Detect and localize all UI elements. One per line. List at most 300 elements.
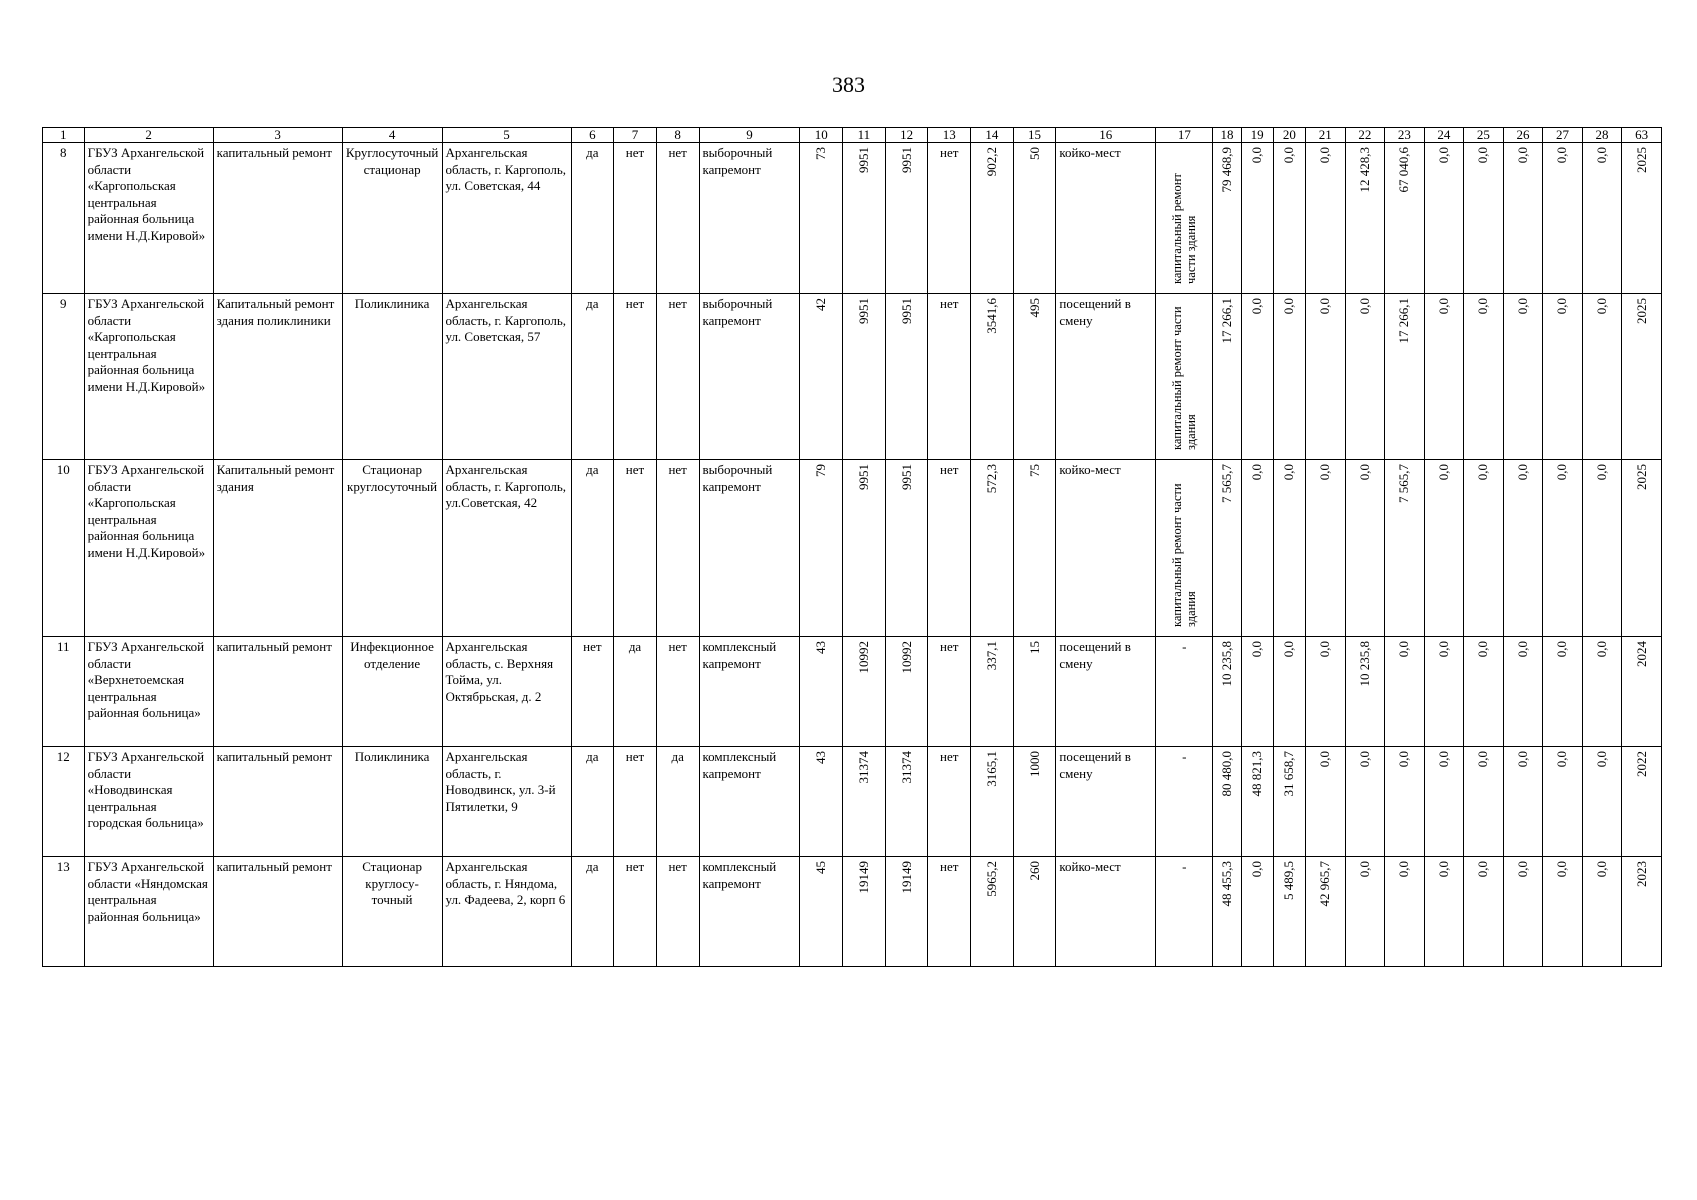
cell-col-19	[1241, 637, 1273, 747]
cell-col-10	[800, 747, 843, 857]
cell-col-3: капитальный ремонт	[213, 637, 342, 747]
page-number: 383	[832, 72, 865, 97]
vertical-value: 10992	[898, 641, 914, 674]
cell-col-19	[1241, 460, 1273, 637]
cell-col-22	[1345, 460, 1385, 637]
cell-col-2: ГБУЗ Архангельской области «Верхнетоемская центральная районная больница»	[84, 637, 213, 747]
vertical-value: 0,0	[1435, 147, 1451, 164]
cell-col-20	[1273, 143, 1305, 294]
vertical-value: 0,0	[1249, 298, 1265, 315]
vertical-value: 1000	[1026, 751, 1042, 777]
cell-col-16: посещений в смену	[1056, 294, 1156, 460]
column-header-63: 63	[1622, 128, 1662, 143]
cell-col-8: нет	[656, 460, 699, 637]
vertical-value: 3165,1	[983, 751, 999, 787]
vertical-value: 0,0	[1475, 751, 1491, 768]
vertical-value: 0,0	[1249, 861, 1265, 878]
cell-col-1: 10	[43, 460, 85, 637]
cell-col-24	[1424, 143, 1464, 294]
vertical-value: 0,0	[1554, 861, 1570, 878]
cell-col-5: Архангельская область, г. Новодвинск, ул. 3-й Пятилетки, 9	[442, 747, 571, 857]
cell-col-21	[1306, 143, 1346, 294]
cell-col-8: нет	[656, 637, 699, 747]
vertical-value: 0,0	[1514, 147, 1530, 164]
vertical-value: 0,0	[1554, 464, 1570, 481]
vertical-value: 0,0	[1317, 147, 1333, 164]
cell-col-2: ГБУЗ Архангельской области «Каргопольская центральная районная больница имени Н.Д.Кировой»	[84, 143, 213, 294]
column-header-13: 13	[928, 128, 971, 143]
cell-col-10	[800, 637, 843, 747]
cell-col-7: нет	[614, 460, 657, 637]
dash-value: -	[1182, 749, 1187, 764]
column-header-5: 5	[442, 128, 571, 143]
vertical-value: 260	[1026, 861, 1042, 881]
table-row	[43, 460, 1662, 637]
cell-col-27	[1543, 637, 1583, 747]
cell-col-11	[843, 857, 886, 967]
cell-col-16: койко-мест	[1056, 143, 1156, 294]
cell-col-18	[1213, 857, 1241, 967]
cell-col-21	[1306, 747, 1346, 857]
table-row	[43, 294, 1662, 460]
cell-col-1: 13	[43, 857, 85, 967]
vertical-value: 0,0	[1475, 641, 1491, 658]
vertical-value: 75	[1026, 464, 1042, 477]
vertical-value: 0,0	[1281, 147, 1297, 164]
cell-col-22	[1345, 143, 1385, 294]
vertical-value: 19149	[855, 861, 871, 894]
cell-col-27	[1543, 747, 1583, 857]
column-header-19: 19	[1241, 128, 1273, 143]
cell-col-22	[1345, 637, 1385, 747]
column-header-18: 18	[1213, 128, 1241, 143]
vertical-value: 7 565,7	[1396, 464, 1412, 503]
cell-col-9: комплексный капремонт	[699, 857, 800, 967]
cell-col-10	[800, 460, 843, 637]
cell-col-4: Круглосуточный стационар	[342, 143, 442, 294]
cell-col-9: комплексный капремонт	[699, 747, 800, 857]
vertical-value: 9951	[855, 464, 871, 490]
vertical-value: 0,0	[1554, 751, 1570, 768]
cell-col-20	[1273, 294, 1305, 460]
vertical-value: 9951	[898, 464, 914, 490]
vertical-value: 9951	[898, 147, 914, 173]
cell-col-12	[885, 637, 928, 747]
cell-col-63	[1622, 857, 1662, 967]
cell-col-26	[1503, 143, 1543, 294]
cell-col-3: капитальный ремонт	[213, 143, 342, 294]
cell-col-9: комплексный капремонт	[699, 637, 800, 747]
cell-col-24	[1424, 460, 1464, 637]
vertical-value: 0,0	[1594, 751, 1610, 768]
column-header-11: 11	[843, 128, 886, 143]
cell-col-7: нет	[614, 747, 657, 857]
cell-col-27	[1543, 857, 1583, 967]
cell-col-5: Архангельская область, г. Каргополь, ул. Советская, 44	[442, 143, 571, 294]
column-header-14: 14	[971, 128, 1014, 143]
cell-col-15	[1013, 857, 1056, 967]
vertical-value: 3541,6	[983, 298, 999, 334]
vertical-value: 0,0	[1435, 751, 1451, 768]
cell-col-3: капитальный ремонт	[213, 747, 342, 857]
column-header-6: 6	[571, 128, 614, 143]
cell-col-8: нет	[656, 294, 699, 460]
cell-col-15	[1013, 294, 1056, 460]
vertical-value: 2024	[1633, 641, 1649, 667]
vertical-value: 0,0	[1281, 298, 1297, 315]
vertical-value: 48 821,3	[1249, 751, 1265, 797]
cell-col-9: выборочный капремонт	[699, 460, 800, 637]
cell-col-20	[1273, 460, 1305, 637]
vertical-value: 31374	[855, 751, 871, 784]
cell-col-5: Архангельская область, г. Каргополь, ул. Советская, 57	[442, 294, 571, 460]
cell-col-26	[1503, 857, 1543, 967]
vertical-value: 0,0	[1475, 464, 1491, 481]
cell-col-1: 8	[43, 143, 85, 294]
cell-col-13: нет	[928, 857, 971, 967]
vertical-value: 0,0	[1594, 147, 1610, 164]
cell-col-25	[1464, 143, 1504, 294]
column-header-25: 25	[1464, 128, 1504, 143]
cell-col-27	[1543, 460, 1583, 637]
vertical-value: 9951	[855, 298, 871, 324]
cell-col-3: Капитальный ремонт здания поликлиники	[213, 294, 342, 460]
vertical-value: 45	[813, 861, 829, 874]
vertical-value: 2025	[1633, 298, 1649, 324]
cell-col-4: Поликлиника	[342, 747, 442, 857]
cell-col-7: да	[614, 637, 657, 747]
cell-col-8: да	[656, 747, 699, 857]
cell-col-17	[1156, 294, 1213, 460]
cell-col-24	[1424, 857, 1464, 967]
vertical-value: 0,0	[1594, 464, 1610, 481]
column-header-17: 17	[1156, 128, 1213, 143]
cell-col-20	[1273, 857, 1305, 967]
vertical-value: 0,0	[1554, 641, 1570, 658]
cell-col-2: ГБУЗ Архангельской области «Каргопольская центральная районная больница имени Н.Д.Кировой»	[84, 294, 213, 460]
cell-col-4: Поликлиника	[342, 294, 442, 460]
dash-value: -	[1182, 639, 1187, 654]
cell-col-27	[1543, 294, 1583, 460]
cell-col-18	[1213, 143, 1241, 294]
column-header-12: 12	[885, 128, 928, 143]
column-header-22: 22	[1345, 128, 1385, 143]
cell-col-23	[1385, 637, 1425, 747]
column-header-4: 4	[342, 128, 442, 143]
cell-col-24	[1424, 294, 1464, 460]
cell-col-12	[885, 294, 928, 460]
cell-col-63	[1622, 460, 1662, 637]
vertical-value: 0,0	[1396, 641, 1412, 658]
cell-col-1: 11	[43, 637, 85, 747]
vertical-value: 10 235,8	[1218, 641, 1234, 687]
cell-col-13: нет	[928, 637, 971, 747]
vertical-value: 10992	[855, 641, 871, 674]
cell-col-2: ГБУЗ Архангельской области «Новодвинская центральная городская больница»	[84, 747, 213, 857]
vertical-value: 0,0	[1356, 298, 1372, 315]
vertical-value: 0,0	[1594, 861, 1610, 878]
cell-col-22	[1345, 747, 1385, 857]
column-header-1: 1	[43, 128, 85, 143]
vertical-value: 0,0	[1435, 641, 1451, 658]
cell-col-6: нет	[571, 637, 614, 747]
vertical-value: 2023	[1633, 861, 1649, 887]
cell-col-16: койко-мест	[1056, 857, 1156, 967]
cell-col-19	[1241, 857, 1273, 967]
cell-col-19	[1241, 747, 1273, 857]
vertical-value: 0,0	[1475, 861, 1491, 878]
cell-col-23	[1385, 747, 1425, 857]
cell-col-26	[1503, 637, 1543, 747]
cell-col-13: нет	[928, 460, 971, 637]
vertical-value: 7 565,7	[1218, 464, 1234, 503]
cell-col-18	[1213, 460, 1241, 637]
cell-col-7: нет	[614, 294, 657, 460]
vertical-value: 12 428,3	[1356, 147, 1372, 193]
vertical-value: 0,0	[1356, 861, 1372, 878]
dash-value: -	[1182, 859, 1187, 874]
cell-col-19	[1241, 143, 1273, 294]
column-header-9: 9	[699, 128, 800, 143]
table-row	[43, 857, 1662, 967]
column-header-8: 8	[656, 128, 699, 143]
column-header-27: 27	[1543, 128, 1583, 143]
cell-col-22	[1345, 857, 1385, 967]
cell-col-23	[1385, 294, 1425, 460]
cell-col-6: да	[571, 294, 614, 460]
cell-col-17	[1156, 143, 1213, 294]
vertical-value: 10 235,8	[1356, 641, 1372, 687]
cell-col-26	[1503, 294, 1543, 460]
column-header-7: 7	[614, 128, 657, 143]
vertical-value: 0,0	[1554, 147, 1570, 164]
column-header-2: 2	[84, 128, 213, 143]
cell-col-5: Архангельская область, г. Няндома, ул. Фадеева, 2, корп 6	[442, 857, 571, 967]
vertical-value: 337,1	[983, 641, 999, 671]
column-header-3: 3	[213, 128, 342, 143]
cell-col-13: нет	[928, 747, 971, 857]
vertical-value: 495	[1026, 298, 1042, 318]
cell-col-6: да	[571, 460, 614, 637]
column-header-26: 26	[1503, 128, 1543, 143]
cell-col-10	[800, 143, 843, 294]
cell-col-18	[1213, 294, 1241, 460]
cell-col-15	[1013, 143, 1056, 294]
repair-type-vertical: капитальный ремонт части здания	[1170, 306, 1199, 450]
cell-col-23	[1385, 143, 1425, 294]
cell-col-11	[843, 637, 886, 747]
vertical-value: 0,0	[1514, 298, 1530, 315]
cell-col-23	[1385, 460, 1425, 637]
cell-col-11	[843, 460, 886, 637]
cell-col-20	[1273, 637, 1305, 747]
cell-col-22	[1345, 294, 1385, 460]
cell-col-10	[800, 857, 843, 967]
cell-col-25	[1464, 747, 1504, 857]
cell-col-11	[843, 294, 886, 460]
column-header-16: 16	[1056, 128, 1156, 143]
cell-col-8: нет	[656, 143, 699, 294]
table-row	[43, 747, 1662, 857]
cell-col-17	[1156, 460, 1213, 637]
cell-col-7: нет	[614, 143, 657, 294]
cell-col-28	[1582, 857, 1622, 967]
vertical-value: 2025	[1633, 147, 1649, 173]
cell-col-24	[1424, 747, 1464, 857]
cell-col-25	[1464, 294, 1504, 460]
cell-col-26	[1503, 747, 1543, 857]
cell-col-19	[1241, 294, 1273, 460]
cell-col-63	[1622, 143, 1662, 294]
table-row	[43, 637, 1662, 747]
vertical-value: 79 468,9	[1218, 147, 1234, 193]
cell-col-14	[971, 294, 1014, 460]
table-body	[43, 143, 1662, 967]
data-table	[42, 127, 1662, 967]
vertical-value: 15	[1026, 641, 1042, 654]
cell-col-28	[1582, 637, 1622, 747]
cell-col-1: 9	[43, 294, 85, 460]
cell-col-9: выборочный капремонт	[699, 294, 800, 460]
vertical-value: 50	[1026, 147, 1042, 160]
cell-col-3: Капитальный ремонт здания	[213, 460, 342, 637]
vertical-value: 0,0	[1396, 751, 1412, 768]
cell-col-63	[1622, 637, 1662, 747]
cell-col-28	[1582, 294, 1622, 460]
vertical-value: 5 489,5	[1281, 861, 1297, 900]
column-header-20: 20	[1273, 128, 1305, 143]
cell-col-10	[800, 294, 843, 460]
vertical-value: 17 266,1	[1396, 298, 1412, 344]
vertical-value: 0,0	[1594, 641, 1610, 658]
cell-col-2: ГБУЗ Архангельской области «Няндомская центральная районная больница»	[84, 857, 213, 967]
vertical-value: 0,0	[1249, 147, 1265, 164]
vertical-value: 0,0	[1475, 147, 1491, 164]
cell-col-28	[1582, 143, 1622, 294]
column-header-10: 10	[800, 128, 843, 143]
column-header-21: 21	[1306, 128, 1346, 143]
column-header-24: 24	[1424, 128, 1464, 143]
cell-col-11	[843, 143, 886, 294]
vertical-value: 79	[813, 464, 829, 477]
cell-col-5: Архангельская область, с. Верхняя Тойма, ул. Октябрьская, д. 2	[442, 637, 571, 747]
vertical-value: 902,2	[983, 147, 999, 177]
vertical-value: 48 455,3	[1218, 861, 1234, 907]
repair-type-vertical: капитальный ремонт части здания	[1170, 483, 1199, 627]
cell-col-18	[1213, 747, 1241, 857]
vertical-value: 0,0	[1356, 751, 1372, 768]
cell-col-63	[1622, 747, 1662, 857]
cell-col-25	[1464, 857, 1504, 967]
column-number-header	[43, 128, 1662, 143]
vertical-value: 0,0	[1514, 641, 1530, 658]
vertical-value: 0,0	[1475, 298, 1491, 315]
cell-col-11	[843, 747, 886, 857]
cell-col-17	[1156, 637, 1213, 747]
cell-col-21	[1306, 637, 1346, 747]
cell-col-4: Стационар круглосу-точный	[342, 857, 442, 967]
vertical-value: 31 658,7	[1281, 751, 1297, 797]
cell-col-21	[1306, 857, 1346, 967]
vertical-value: 0,0	[1317, 641, 1333, 658]
cell-col-14	[971, 637, 1014, 747]
cell-col-6: да	[571, 857, 614, 967]
vertical-value: 67 040,6	[1396, 147, 1412, 193]
vertical-value: 0,0	[1396, 861, 1412, 878]
cell-col-6: да	[571, 143, 614, 294]
cell-col-21	[1306, 460, 1346, 637]
cell-col-14	[971, 460, 1014, 637]
vertical-value: 0,0	[1514, 751, 1530, 768]
cell-col-24	[1424, 637, 1464, 747]
vertical-value: 17 266,1	[1218, 298, 1234, 344]
vertical-value: 0,0	[1435, 861, 1451, 878]
cell-col-14	[971, 857, 1014, 967]
cell-col-7: нет	[614, 857, 657, 967]
vertical-value: 9951	[898, 298, 914, 324]
column-header-23: 23	[1385, 128, 1425, 143]
vertical-value: 0,0	[1317, 298, 1333, 315]
vertical-value: 31374	[898, 751, 914, 784]
vertical-value: 73	[813, 147, 829, 160]
cell-col-16: посещений в смену	[1056, 747, 1156, 857]
cell-col-12	[885, 460, 928, 637]
cell-col-27	[1543, 143, 1583, 294]
vertical-value: 0,0	[1281, 464, 1297, 481]
column-header-28: 28	[1582, 128, 1622, 143]
vertical-value: 80 480,0	[1218, 751, 1234, 797]
vertical-value: 5965,2	[983, 861, 999, 897]
cell-col-14	[971, 747, 1014, 857]
vertical-value: 43	[813, 751, 829, 764]
vertical-value: 0,0	[1594, 298, 1610, 315]
vertical-value: 572,3	[983, 464, 999, 494]
cell-col-12	[885, 143, 928, 294]
vertical-value: 42	[813, 298, 829, 311]
cell-col-8: нет	[656, 857, 699, 967]
cell-col-16: койко-мест	[1056, 460, 1156, 637]
cell-col-14	[971, 143, 1014, 294]
cell-col-63	[1622, 294, 1662, 460]
vertical-value: 43	[813, 641, 829, 654]
vertical-value: 9951	[855, 147, 871, 173]
vertical-value: 0,0	[1356, 464, 1372, 481]
cell-col-2: ГБУЗ Архангельской области «Каргопольская центральная районная больница имени Н.Д.Кировой»	[84, 460, 213, 637]
cell-col-20	[1273, 747, 1305, 857]
vertical-value: 0,0	[1514, 464, 1530, 481]
cell-col-18	[1213, 637, 1241, 747]
cell-col-4: Инфекционное отделение	[342, 637, 442, 747]
cell-col-12	[885, 747, 928, 857]
vertical-value: 19149	[898, 861, 914, 894]
cell-col-1: 12	[43, 747, 85, 857]
cell-col-23	[1385, 857, 1425, 967]
vertical-value: 2025	[1633, 464, 1649, 490]
table-row	[43, 143, 1662, 294]
vertical-value: 0,0	[1317, 751, 1333, 768]
cell-col-3: капитальный ремонт	[213, 857, 342, 967]
cell-col-25	[1464, 460, 1504, 637]
cell-col-9: выборочный капремонт	[699, 143, 800, 294]
vertical-value: 0,0	[1249, 641, 1265, 658]
vertical-value: 0,0	[1317, 464, 1333, 481]
cell-col-13: нет	[928, 294, 971, 460]
cell-col-13: нет	[928, 143, 971, 294]
vertical-value: 42 965,7	[1317, 861, 1333, 907]
cell-col-4: Стационар круглосуточный	[342, 460, 442, 637]
cell-col-28	[1582, 747, 1622, 857]
repair-type-vertical: капитальный ремонт части здания	[1170, 173, 1199, 284]
